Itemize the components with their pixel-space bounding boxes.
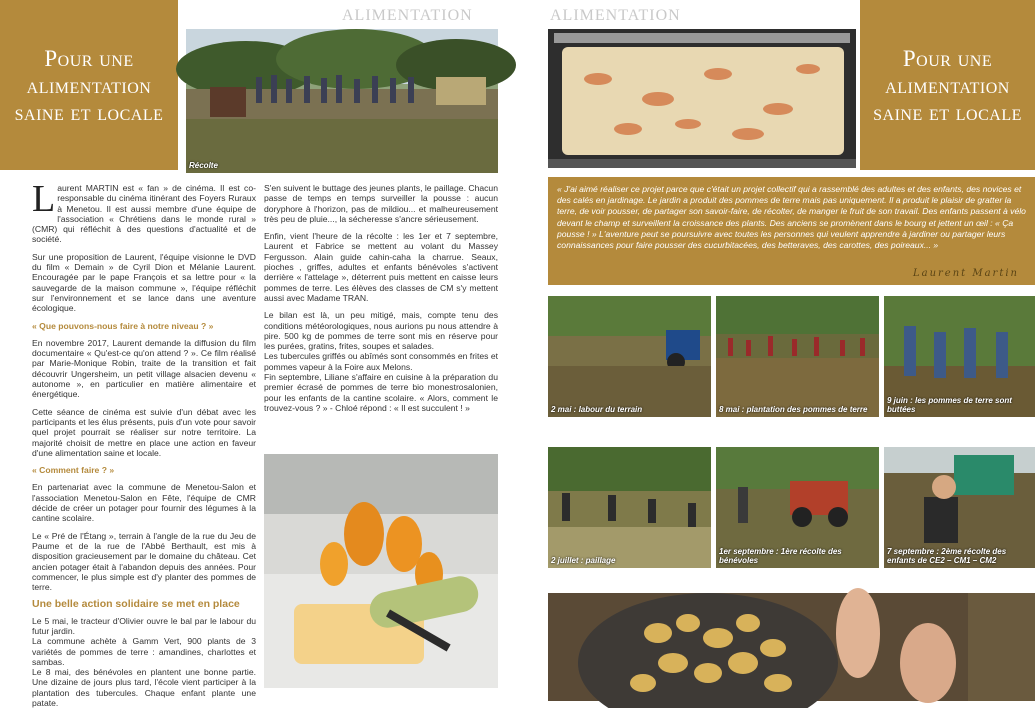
intro-paragraph: aurent MARTIN est « fan » de cinéma. Il est co-responsable du cinéma itinérant des Foyers Ruraux à Menetou. Il est aussi membre d'une équipe de l'association « Chrétiens dans le monde rural » (CMR) qui réfléchit à des questions d'actualité et de société. bbox=[32, 183, 256, 245]
photo-recolte-enfants bbox=[884, 447, 1035, 568]
paragraph: La commune achète à Gamm Vert, 900 plants de 3 variétés de pommes de terre : amandines, charlottes et sambas. bbox=[32, 636, 256, 667]
paragraph: En partenariat avec la commune de Menetou-Salon et l'association Menetou-Salon en Fête, l'équipe de CMR décide de créer un potager pour fournir des légumes à la cantine scolaire. bbox=[32, 482, 256, 524]
subheading-action: Une belle action solidaire se met en place bbox=[32, 598, 240, 611]
paragraph: Fin septembre, Liliane s'affaire en cuisine à la préparation du premier écrasé de pommes de terre bio monestrosalonien, pour les enfants de la cantine scolaire. « Alors, comment le trouvez-vous ? » - Chloé répond : « Il est succulent ! » bbox=[264, 372, 498, 413]
photo-caption: 2 mai : labour du terrain bbox=[551, 405, 643, 414]
photo-caption: 9 juin : les pommes de terre sont buttées bbox=[887, 396, 1012, 414]
photo-caption: 2 juillet : paillage bbox=[551, 556, 616, 565]
left-section-label: ALIMENTATION bbox=[342, 7, 473, 24]
photo-gratin-oven bbox=[548, 29, 856, 168]
paragraph: Enfin, vient l'heure de la récolte : les 1er et 7 septembre, Laurent et Fabrice se mettent au volant du Massey Fergusson. Alain guide cahin-caha la charrue. Seaux, pioches , griffes, adultes et enfants bénévoles s'activent derrière « l'attelage », déterrent puis mettent en caisse leurs pommes de terre. Les élèves des classes de CM s'y mettent aussi avec Madame TRAN. bbox=[264, 231, 498, 303]
dropcap: L bbox=[32, 178, 56, 220]
paragraph: S'en suivent le buttage des jeunes plants, le paillage. Chacun passe de temps en temps surveiller la pousse : aucun doryphore à l'horizon, pas de mildiou... et malheureusement très peu de pluie..., la sécheresse s'ancre sérieusement. bbox=[264, 183, 498, 224]
article-column-1 bbox=[32, 178, 256, 708]
photo-recolte-benevoles bbox=[716, 447, 879, 568]
photo-butternut-squash bbox=[264, 454, 498, 688]
left-title: Pour une alimentation saine et locale bbox=[14, 45, 164, 125]
right-title: Pour une alimentation saine et locale bbox=[873, 45, 1022, 125]
photo-caption: 1er septembre : 1ère récolte des bénévoles bbox=[719, 547, 842, 565]
right-section-label: ALIMENTATION bbox=[550, 7, 681, 24]
quote-signature: Laurent Martin bbox=[912, 267, 1019, 279]
paragraph: Les tubercules griffés ou abîmés sont consommés en frites et pommes vapeur à la Foire aux Melons. bbox=[264, 351, 498, 372]
photo-paillage bbox=[548, 447, 711, 568]
photo-potatoes bbox=[548, 593, 1035, 701]
article-column-2 bbox=[264, 183, 498, 448]
photo-buttage bbox=[884, 296, 1035, 417]
paragraph: Le 8 mai, des bénévoles en plantent une bonne partie. Une dizaine de jours plus tard, l'école vient participer à la plantation des tubercules. Chaque enfant plante une patate. bbox=[32, 667, 256, 708]
subheading-comment: « Comment faire ? » bbox=[32, 465, 115, 476]
paragraph: Sur une proposition de Laurent, l'équipe visionne le DVD du film « Demain » de Cyril Dion et Mélanie Laurent. Encouragée par le pape François et sa lettre pour « la sauvegarde de la maison commune », l'équipe réfléchit sur l'environnement et se lance dans une aventure écologique. bbox=[32, 251, 256, 314]
paragraph: Le 5 mai, le tracteur d'Olivier ouvre le bal par le labour du futur jardin. bbox=[32, 615, 256, 636]
paragraph: En novembre 2017, Laurent demande la diffusion du film documentaire « Qu'est-ce qu'on attend ? ». Ce film réalisé par Marie-Monique Robin, traite de la transition et fait découvrir Ungersheim, un petit village alsacien devenu « autonome », en particulier en matière alimentaire et énergétique. bbox=[32, 337, 256, 400]
paragraph: Cette séance de cinéma est suivie d'un débat avec les participants et les élus présents, puis d'un vote pour savoir quel projet pourrait se réaliser sur notre territoire. La majorité choisit de mettre en place une action en faveur d'une alimentation saine et locale. bbox=[32, 406, 256, 458]
photo-recolte bbox=[186, 29, 498, 173]
paragraph: Le « Pré de l'Étang », terrain à l'angle de la rue du Jeu de Paume et de la rue de l'Abbé Berthault, est mis à disposition gracieusement par le domaine du château. Cet ancien potager était à l'abandon depuis des années. Pour commencer, le plus simple est d'y planter des pommes de terre. bbox=[32, 530, 256, 593]
photo-caption: 8 mai : plantation des pommes de terre bbox=[719, 405, 868, 414]
testimonial-quote bbox=[548, 177, 1035, 285]
paragraph: Le bilan est là, un peu mitigé, mais, compte tenu des conditions météorologiques, nous aurions pu nous attendre à pire. 500 kg de pommes de terre sont mis en réserve pour les purées, gratins, frites, soupes et salades. bbox=[264, 310, 498, 352]
subheading-niveau: « Que pouvons-nous faire à notre niveau ? » bbox=[32, 320, 214, 331]
photo-plantation bbox=[716, 296, 879, 417]
right-title-box bbox=[860, 0, 1035, 170]
photo-labour bbox=[548, 296, 711, 417]
left-title-box bbox=[0, 0, 178, 170]
quote-text: « J'ai aimé réaliser ce projet parce que c'était un projet collectif qui a rassemblé des adultes et des enfants, des novices et des calés en jardinage. Le jardin a produit des pommes de terre mais pas uniquement. Il a produit le plaisir de gratter la terre, de voir pousser, de partager son savoir-faire, de récolter, de manger le fruit de son travail. Des enfants passent à vélo devant le champ et surveillent la croissance des plants. Des anciens se promènent dans le bourg et jettent un œil : « Ça pousse ! » L'aventure peut se poursuivre avec toutes les personnes qui veulent apprendre à jardiner ou partager leurs connaissances pour faire pousser des cucurbitacées, des betteraves, des carottes, des poireaux... » bbox=[557, 184, 1026, 251]
photo-caption-recolte: Récolte bbox=[189, 161, 218, 170]
photo-caption: 7 septembre : 2ème récolte des enfants de CE2 – CM1 – CM2 bbox=[887, 547, 1007, 565]
